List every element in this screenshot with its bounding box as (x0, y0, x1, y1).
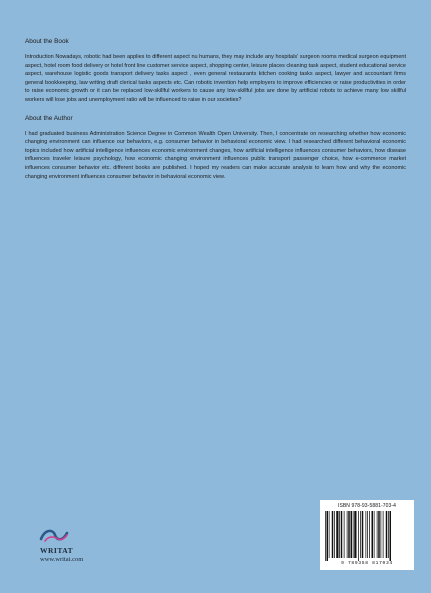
isbn-barcode (320, 500, 414, 570)
barcode-bars (323, 511, 411, 561)
barcode-number: 9 789358 817034 (341, 561, 393, 566)
publisher-logo (35, 525, 125, 565)
about-book-text: Introduction Nowadays, robotic had been applies to different aspect nu humans, they may include any hospitals' surgeon rooms medical surgeon equipment aspect, hotel room food delivery or hotel front line customer service aspect, shopping center, leisure places cleaning task aspect, student educational service aspect, warehouse logistic goods transport delivery tasks aspect , even general restaurants kitchen cooking tasks aspect, lawyer and accountant firms general bookkeeping, law writing draft clerical tasks aspects etc. Can robotic invention help employers to improve efficiencies or raise productivities in order to raise economic growth or it can be replaced low-skillful workers to cause any low-skillful jobs are done by artificial robots to achieve many low skillful workers will lose jobs and unemployment ratio will be influenced to raise in our societies? (25, 54, 406, 103)
publisher-url: www.writat.com (40, 556, 84, 563)
about-author-heading: About the Author (25, 114, 73, 122)
about-author-text: I had graduated business Administration Science Degree in Common Wealth Open University. Then, I concentrate on researching whether how economic changing environment can influence our behaviors, e.g. consumer behavior in behavioral economic view. I had researched different behavioral economic topics included how artificial intelligence influences economic environment changes, how artificial intelligence influences consumer behaviors, how disease influences traveler leisure psychology, how economic changing environment influences public transport passenger choice, how e-commerce market influences consumer behavior etc. different books are published. I hoped my readers can make accurate analysis to learn how and why the economic changing environment influences consumer behavior in behavioral economic view. (25, 130, 406, 180)
publisher-name: WRITAT (40, 546, 74, 555)
isbn-label: ISBN 978-93-5881-703-4 (337, 503, 397, 509)
about-book-heading: About the Book (25, 38, 69, 45)
cover-text-block (25, 38, 406, 190)
wave-logo-icon (39, 525, 69, 545)
